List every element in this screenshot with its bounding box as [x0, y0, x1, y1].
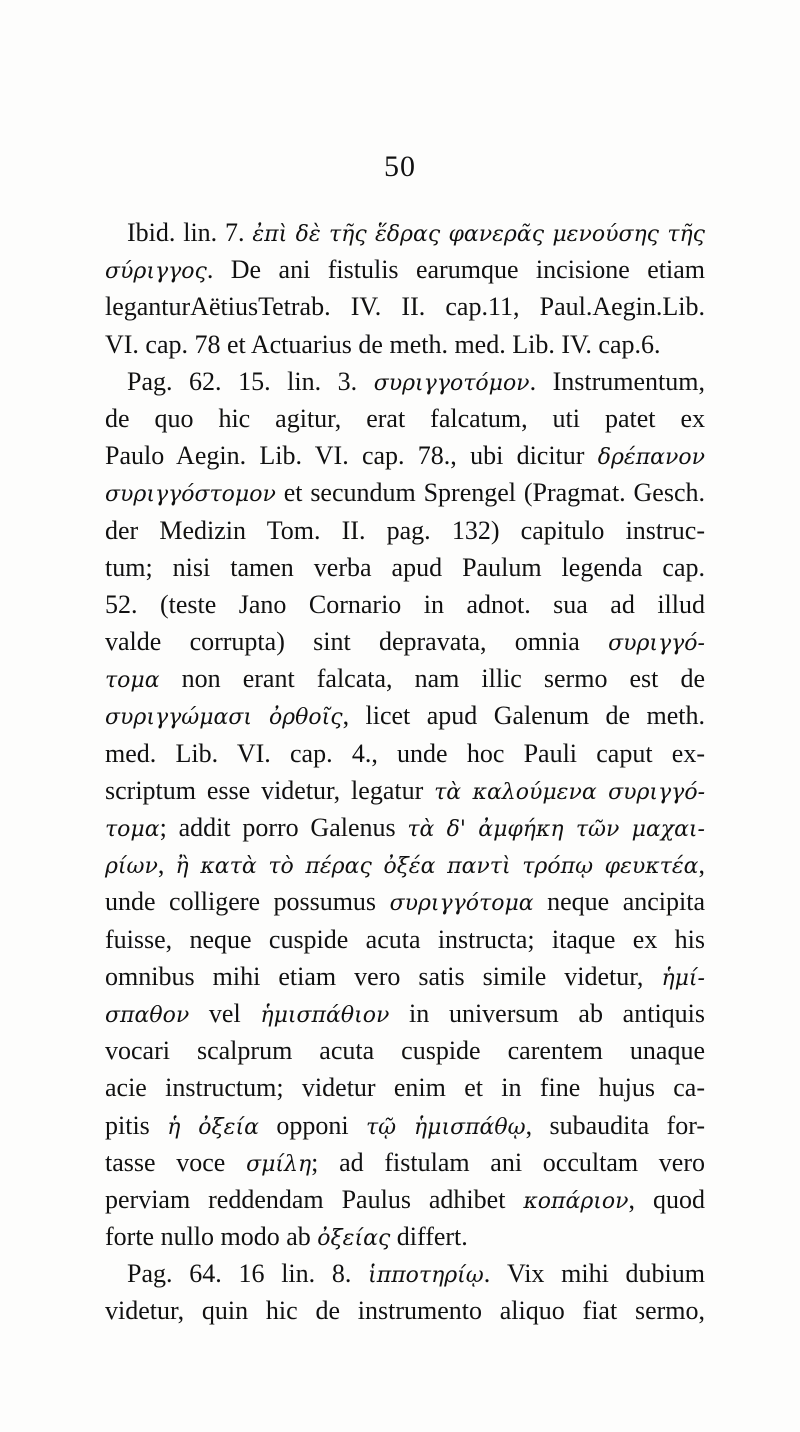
- text-line: [105, 1181, 705, 1218]
- latin-text: et secundum Sprengel (Pragmat. Gesch.: [275, 478, 705, 508]
- body-text: [105, 214, 705, 1330]
- text-line: [105, 1069, 705, 1106]
- latin-text: neque ancipita: [533, 887, 705, 917]
- latin-text: 52. (teste Jano Cornario in adnot. sua ad illud: [105, 589, 705, 619]
- greek-text: τομα: [105, 817, 160, 842]
- latin-text: , quod: [628, 1184, 705, 1214]
- greek-text: συριγγό-: [608, 631, 705, 657]
- text-line: [105, 437, 705, 474]
- greek-text: σύριγγος: [105, 259, 207, 285]
- greek-text: ὀξείας: [317, 1226, 391, 1252]
- greek-text: δρέπανον: [597, 445, 705, 471]
- greek-text: ἱπποτηρίῳ: [368, 1263, 484, 1289]
- text-line: [105, 1255, 705, 1292]
- text-line: [105, 883, 705, 920]
- text-line: [105, 772, 705, 809]
- latin-text: forte nullo modo ab: [105, 1222, 318, 1252]
- text-line: [105, 549, 705, 586]
- text-line: [105, 1292, 705, 1329]
- text-line: [105, 623, 705, 660]
- latin-text: unde colligere possumus: [105, 887, 390, 917]
- text-line: [105, 995, 705, 1032]
- text-line: [105, 735, 705, 772]
- greek-text: συριγγοτόμον: [373, 370, 530, 396]
- latin-text: . Vix mihi dubium: [483, 1259, 705, 1289]
- greek-text: συριγγότομα: [389, 891, 534, 917]
- latin-text: ; addit porro Galenus: [159, 813, 408, 842]
- latin-text: acie instructum; videtur enim et in fine hujus ca-: [105, 1073, 705, 1103]
- latin-text: , subaudita for-: [525, 1110, 706, 1140]
- latin-text: videtur, quin hic de instrumento aliquo fiat sermo,: [105, 1296, 705, 1326]
- latin-text: Paulo Aegin. Lib. VI. cap. 78., ubi dicitur: [105, 441, 598, 471]
- text-line: [105, 846, 705, 883]
- text-line: [105, 363, 705, 400]
- text-line: [105, 660, 705, 697]
- greek-text: ἐπὶ δὲ τῆς ἕδρας φανερᾶς μενούσης τῆς: [252, 222, 705, 247]
- latin-text: VI. cap. 78 et Actuarius de meth. med. Lib. IV. cap.6.: [105, 329, 661, 359]
- latin-text: vocari scalprum acuta cuspide carentem unaque: [105, 1036, 705, 1066]
- latin-text: valde corrupta) sint depravata, omnia: [105, 627, 609, 657]
- greek-text: τῷ ἡμισπάθῳ: [365, 1114, 526, 1140]
- greek-text: τὰ καλούμενα συριγγό-: [434, 779, 706, 805]
- text-line: [105, 1107, 705, 1144]
- text-line: [105, 288, 705, 325]
- text-line: [105, 809, 705, 846]
- greek-text: κοπάριον: [523, 1188, 629, 1214]
- latin-text: Pag. 62. 15. lin. 3.: [127, 366, 374, 396]
- latin-text: pitis: [105, 1110, 168, 1140]
- latin-text: ; ad fistulam ani occultam vero: [311, 1147, 705, 1177]
- latin-text: omnibus mihi etiam vero satis simile videtur,: [105, 961, 662, 991]
- greek-text: ρίων: [105, 854, 158, 880]
- latin-text: scriptum esse videtur, legatur: [105, 775, 435, 805]
- text-line: [105, 326, 705, 363]
- latin-text: med. Lib. VI. cap. 4., unde hoc Pauli caput ex-: [105, 738, 705, 768]
- latin-text: leganturAëtiusTetrab. IV. II. cap.11, Paul.Aegin.Lib.: [105, 292, 705, 322]
- greek-text: συριγγώμασι ὀρθοῖς: [105, 705, 343, 731]
- text-line: [105, 586, 705, 623]
- text-line: [105, 214, 705, 251]
- latin-text: perviam reddendam Paulus adhibet: [105, 1184, 524, 1214]
- text-line: [105, 1218, 705, 1255]
- latin-text: ,: [157, 850, 176, 880]
- latin-text: der Medizin Tom. II. pag. 132) capitulo instruc-: [105, 515, 705, 545]
- latin-text: opponi: [258, 1110, 366, 1140]
- text-line: [105, 474, 705, 511]
- latin-text: in universum ab antiquis: [389, 998, 706, 1028]
- latin-text: tum; nisi tamen verba apud Paulum legenda cap.: [105, 552, 705, 582]
- greek-text: τὰ δ' ἀμφήκη τῶν μαχαι-: [407, 817, 705, 842]
- latin-text: . De ani fistulis earumque incisione etiam: [206, 255, 705, 285]
- latin-text: de quo hic agitur, erat falcatum, uti patet ex: [105, 403, 705, 433]
- greek-text: ἡμισπάθιον: [260, 1002, 390, 1028]
- text-line: [105, 697, 705, 734]
- greek-text: ἡμί-: [661, 965, 705, 991]
- greek-text: σπαθον: [105, 1002, 190, 1028]
- greek-text: σμίλη: [246, 1151, 312, 1177]
- latin-text: Pag. 64. 16 lin. 8.: [127, 1259, 369, 1289]
- latin-text: , licet apud Galenum de meth.: [342, 701, 705, 731]
- page-number: 50: [384, 150, 416, 183]
- latin-text: tasse voce: [105, 1147, 247, 1177]
- text-line: [105, 400, 705, 437]
- latin-text: ,: [698, 850, 706, 880]
- greek-text: ἢ κατὰ τὸ πέρας ὀξέα παντὶ τρόπῳ φευκτέα: [175, 854, 699, 880]
- greek-text: συριγγόστομον: [105, 482, 276, 508]
- latin-text: non erant falcata, nam illic sermo est de: [159, 664, 705, 694]
- text-line: [105, 512, 705, 549]
- text-line: [105, 921, 705, 958]
- latin-text: . Instrumentum,: [529, 366, 705, 396]
- text-line: [105, 1032, 705, 1069]
- latin-text: fuisse, neque cuspide acuta instructa; itaque ex his: [105, 924, 705, 954]
- latin-text: vel: [189, 998, 261, 1028]
- greek-text: ἡ ὀξεία: [167, 1114, 259, 1140]
- greek-text: τομα: [105, 668, 160, 694]
- latin-text: differt.: [390, 1222, 468, 1252]
- text-line: [105, 1144, 705, 1181]
- text-line: [105, 958, 705, 995]
- latin-text: Ibid. lin. 7.: [127, 218, 253, 247]
- text-line: [105, 251, 705, 288]
